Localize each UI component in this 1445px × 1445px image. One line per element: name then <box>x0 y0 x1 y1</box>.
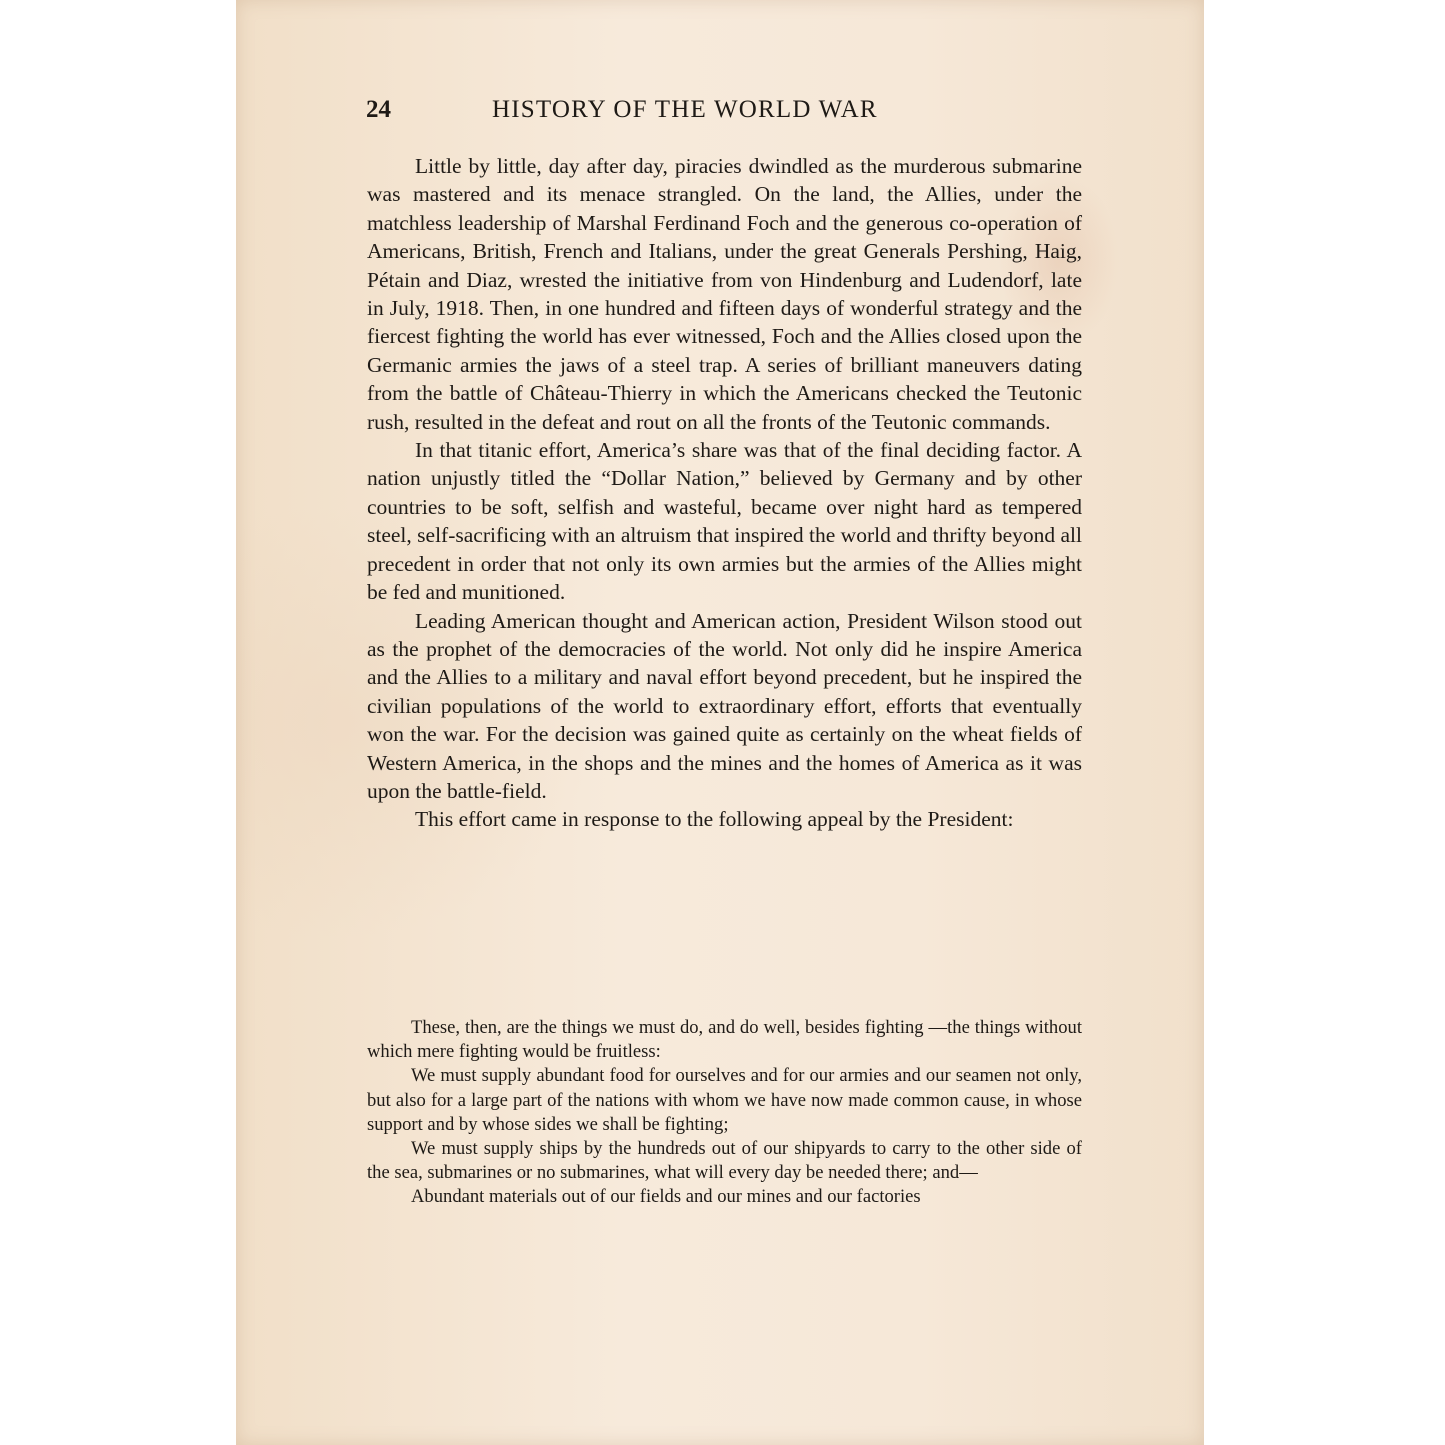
paragraph: In that titanic effort, America’s share was that of the final deciding factor. A nation unjustly titled the “Dollar Nation,” believed by Germany and by other countries to be soft, selfish and wasteful, became over night hard as tempered steel, self-sacrificing with an altruism that inspired the world and thrifty beyond all precedent in order that not only its own armies but the armies of the Allies might be fed and munitioned. <box>367 438 1082 605</box>
extract-paragraph: These, then, are the things we must do, and do well, besides fighting —the things without which mere fighting would be fruitless: <box>367 1017 1082 1063</box>
body-text <box>367 152 1082 834</box>
paragraph: Leading American thought and American action, President Wilson stood out as the prophet of the democracies of the world. Not only did he inspire America and the Allies to a military and naval effort beyond precedent, but he inspired the civilian populations of the world to extraordinary effort, efforts that eventually won the war. For the decision was gained quite as certainly on the wheat fields of Western America, in the shops and the mines and the homes of America as it was upon the battle-field. <box>367 608 1082 803</box>
extract-paragraph: Abundant materials out of our fields and our mines and our factories <box>411 1186 921 1208</box>
book-title: HISTORY OF THE WORLD WAR <box>492 96 878 123</box>
extract-paragraph: We must supply ships by the hundreds out of our shipyards to carry to the other side of the sea, submarines or no submarines, what will every day be needed there; and— <box>367 1138 1082 1184</box>
quoted-appeal <box>367 1016 1082 1210</box>
running-head <box>366 96 1088 130</box>
paragraph: Little by little, day after day, piracies dwindled as the murderous submarine was mastered and its menace strangled. On the land, the Allies, under the matchless leadership of Marshal Ferdinand Foch and the generous co-operation of Americans, British, French and Italians, under the great Generals Pershing, Haig, Pétain and Diaz, wrested the initiative from von Hindenburg and Ludendorf, late in July, 1918. Then, in one hundred and fifteen days of wonderful strategy and the fiercest fighting the world has ever witnessed, Foch and the Allies closed upon the Germanic armies the jaws of a steel trap. A series of brilliant maneuvers dating from the battle of Château-Thierry in which the Americans checked the Teutonic rush, resulted in the defeat and rout on all the fronts of the Teutonic commands. <box>367 154 1082 434</box>
page-number: 24 <box>366 96 391 123</box>
book-page <box>236 0 1204 1445</box>
paragraph: This effort came in response to the following appeal by the President: <box>415 807 1014 832</box>
extract-paragraph: We must supply abundant food for ourselves and for our armies and our seamen not only, but also for a large part of the nations with whom we have now made common cause, in whose support and by whose sides we shall be fighting; <box>367 1065 1082 1135</box>
